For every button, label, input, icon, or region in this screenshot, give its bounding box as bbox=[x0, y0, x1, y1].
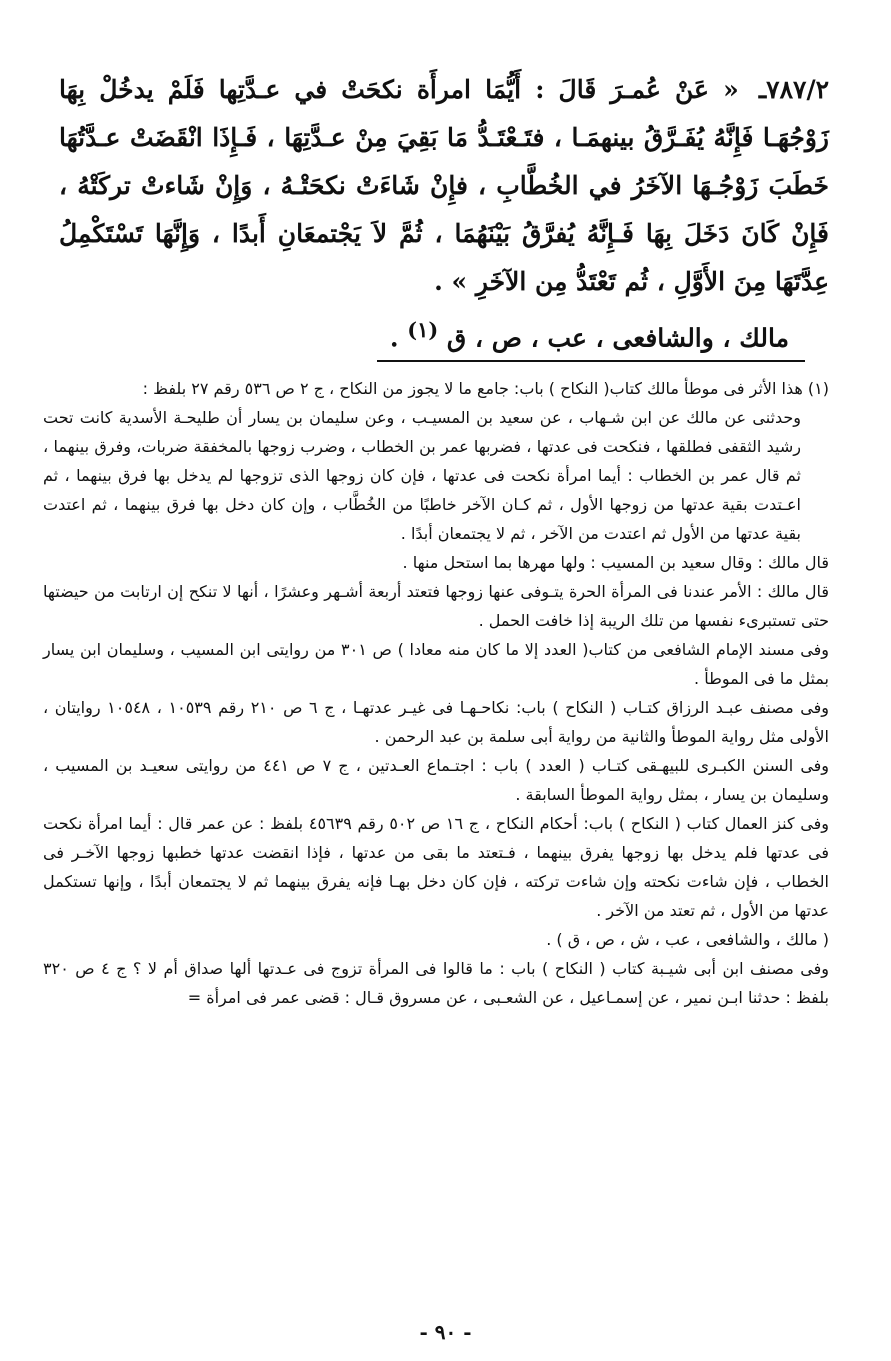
footnote-paragraph: وفى كنز العمال كتاب ( النكاح ) باب: أحكام النكاح ، ج ١٦ ص ٥٠٢ رقم ٤٥٦٣٩ بلفظ : عن عمر قال : أيما امرأة نكحت فى عدتها فلم يدخل بها زوجها يفرق بينهما ، فـتعتد ما بقى من عدتها ، فإذا انقضت عدتها خطبها زوجها الآخـر فى الخطاب ، فإن شاءت نكحته وإن شاءت تركته ، فإن كان دخل بهـا فإنه يفرق بينهما ثم لا يجتمعان أبدًا ، وإنها تستكمل عدتها من الأول ، ثم تعتد من الآخر . bbox=[43, 814, 830, 920]
hadith-text: « عَنْ عُمـرَ قَالَ : أَيُّمَا امرأَة نكحَتْ في عـدَّتِها فَلَمْ يدخُلْ بِهَا زَوْجُهَـا فَإِنَّهُ يُفَـرَّقُ بينهمَـا ، فتَـعْتَـدُّ مَا بَقِيَ مِنْ عـدَّتِهَا ، فَـإِذَا انْقَضَتْ عـدَّتُهَا خَطَبَ زَوْجُـهَا الآخَرُ في الخُطَّابِ ، فإِنْ شَاءَتْ نكحَتْـهُ ، وَإِنْ شَاءتْ تركَتْهُ ، فَإِنْ كَانَ دَخَلَ بِهَا فَـإِنَّهُ يُفرَّقُ بَيْنَهُمَا ، ثُمَّ لاَ يَجْتمعَانِ أَبدًا ، وَإِنَّهَا تَسْتَكْمِلُ عِدَّتَهَا مِنَ الأَوَّلِ ، ثُم تَعْتَدُّ مِن الآخَرِ » . bbox=[59, 75, 829, 296]
footnote-heading: (١) هذا الأثر فى موطأ مالك كتاب( النكاح ) باب: جامع ما لا يجوز من النكاح ، ج ٢ ص ٥٣٦ رقم ٢٧ بلفظ : bbox=[142, 379, 829, 398]
footnote-paragraph: وفى السنن الكبـرى للبيهـقى كتـاب ( العدد ) باب : اجتـماع العـدتين ، ج ٧ ص ٤٤١ من روايتى سعيـد بن المسيب ، وسليمان بن يسار ، بمثل رواية الموطأ السابقة . bbox=[43, 756, 830, 804]
hadith-number: ٧٨٧/٢ـ bbox=[758, 75, 829, 104]
footnote-paragraph: قال مالك : الأمر عندنا فى المرأة الحرة يتـوفى عنها زوجها فتعتد أربعة أشـهر وعشرًا ، أنها لا تنكح إن ارتابت من حيضتها حتى تستبرىء نفسها من تلك الريبة إذا خافت الحمل . bbox=[43, 582, 829, 630]
footnote-reference: (١) bbox=[407, 317, 439, 342]
footnote-paragraph: قال مالك : وقال سعيد بن المسيب : ولها مهرها بما استحل منها . bbox=[402, 553, 829, 572]
footnote-paragraph: وفى مصنف ابن أبى شيـبة كتاب ( النكاح ) باب : ما قالوا فى المرأة تزوج فى عـدتها ألها صداق أم لا ؟ ج ٤ ص ٣٢٠ بلفظ : حدثنا ابـن نمير ، عن إسمـاعيل ، عن الشعـبى ، عن مسروق قـال : قضى عمر فى امرأة = bbox=[43, 959, 830, 1007]
page-number: - ٩٠ - bbox=[419, 1320, 472, 1344]
sources-end-mark: . bbox=[389, 323, 399, 353]
footnotes-block bbox=[43, 374, 829, 1012]
hadith-paragraph bbox=[59, 66, 829, 306]
hadith-block bbox=[59, 66, 829, 362]
footnote-divider bbox=[377, 360, 805, 362]
footnote-paragraph: ( مالك ، والشافعى ، عب ، ش ، ص ، ق ) . bbox=[546, 930, 829, 949]
footnote-paragraph: وحدثنى عن مالك عن ابن شـهاب ، عن سعيد بن المسيـب ، وعن سليمان بن يسار أن طليحـة الأسدية كانت تحت رشيد الثقفى فطلقها ، فنكحت فى عدتها ، فضربها عمر بن الخطاب ، وضرب زوجها بالمخفقة ضربات، وفرق بينهما ، ثم قال عمر بن الخطاب : أيما امرأة نكحت فى عدتها ، فإن كان زوجها الذى تزوجها لم يدخل بها فرق بينهما ، ثم اعـتدت بقية عدتها من زوجها الأول ، ثم كـان الآخر خاطبًا من الخُطَّاب ، وإن كان دخل بها فرق بينهما ، ثم اعتدت بقية عدتها من الأول ثم اعتدت من الآخر ، ثم لا يجتمعان أبدًا . bbox=[43, 408, 801, 543]
footnote-paragraph: وفى مسند الإمام الشافعى من كتاب( العدد إلا ما كان منه معادا ) ص ٣٠١ من روايتى ابن المسيب ، وسليمان ابن يسار بمثل ما فى الموطأ . bbox=[43, 640, 829, 688]
hadith-sources-line bbox=[59, 306, 829, 362]
footnote-paragraph: وفى مصنف عبـد الرزاق كتـاب ( النكاح ) باب: نكاحـهـا فى غيـر عدتهـا ، ج ٦ ص ٢١٠ رقم ١٠٥٣٩ ، ١٠٥٤٨ روايتان ، الأولى مثل رواية الموطأ والثانية من رواية أبى سلمة بن عبد الرحمن . bbox=[43, 698, 830, 746]
hadith-sources: مالك ، والشافعى ، عب ، ص ، ق bbox=[446, 323, 789, 353]
